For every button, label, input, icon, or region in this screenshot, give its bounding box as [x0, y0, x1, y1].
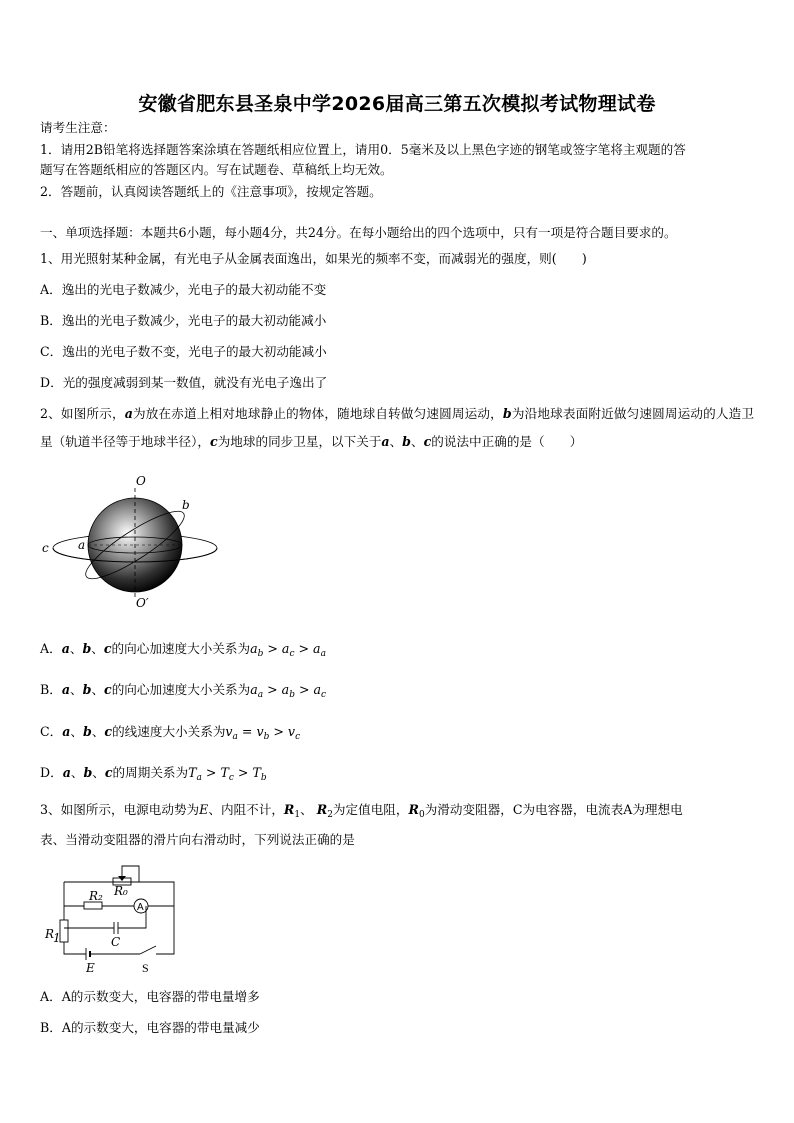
- label-r1-sub: 1: [53, 931, 61, 945]
- section-heading: 一、单项选择题：本题共6小题，每小题4分，共24分。在每小题给出的四个选项中，只有一项是符合题目要求的。: [40, 225, 677, 240]
- label-o: O: [136, 474, 146, 488]
- resistor-r2: [84, 902, 102, 909]
- var: b: [82, 682, 92, 697]
- var: b: [83, 765, 93, 780]
- question-3-option-b: B．A的示数变大，电容器的带电量减少: [40, 1020, 260, 1035]
- separator: 、: [410, 434, 424, 449]
- wire: [64, 942, 86, 954]
- label-e: E: [86, 961, 95, 975]
- q2-var-b: b: [402, 434, 411, 449]
- notice-item-2: 2．答题前，认真阅读答题纸上的《注意事项》，按规定答题。: [40, 184, 382, 199]
- label-r0: R₀: [114, 884, 128, 898]
- formula: $a_a > a_b > a_c$: [250, 682, 327, 700]
- separator: 、: [70, 682, 83, 697]
- q3-stem-part: 、: [300, 802, 313, 817]
- q2-stem-part: 为放在赤道上相对地球静止的物体，随地球自转做匀速圆周运动，: [132, 406, 503, 421]
- question-3-stem-line-1: [40, 801, 683, 824]
- separator: 、: [91, 641, 104, 656]
- var: c: [104, 724, 113, 739]
- question-1-option-c: C．逸出的光电子数不变，光电子的最大初动能减小: [40, 344, 327, 359]
- separator: 、: [389, 434, 403, 449]
- q2-var-c: c: [210, 434, 218, 449]
- question-1-option-b: B．逸出的光电子数减少，光电子的最大初动能减小: [40, 313, 327, 328]
- q2-stem-part: 为沿地球表面附近做匀速圆周运动的人造卫星（轨道半径等于地球半径），: [40, 406, 755, 449]
- label-r2: R₂: [89, 889, 103, 903]
- var: b: [83, 724, 92, 739]
- question-3-stem-line-2: 表、当滑动变阻器的滑片向右滑动时，下列说法正确的是: [40, 832, 355, 847]
- exam-title: 安徽省肥东县圣泉中学2026届高三第五次模拟考试物理试卷: [138, 93, 656, 115]
- separator: 、: [70, 724, 83, 739]
- var-e: E: [199, 802, 209, 817]
- question-2-option-b: [40, 681, 326, 704]
- q3-stem-part: 为滑动变阻器，C为电容器，电流表A为理想电: [424, 802, 683, 817]
- question-1-option-a: A．逸出的光电子数减少，光电子的最大初动能不变: [40, 282, 327, 297]
- q2-stem-part: 为地球的同步卫星，以下关于: [217, 434, 382, 449]
- separator: 、: [91, 724, 105, 739]
- switch-blade: [140, 946, 156, 954]
- var: c: [103, 641, 112, 656]
- q2-var-a: a: [124, 406, 133, 421]
- subscript: 0: [418, 810, 425, 820]
- option-text: 的向心加速度大小关系为: [111, 682, 251, 697]
- question-3-option-a: A．A的示数变大，电容器的带电量增多: [40, 989, 260, 1004]
- option-text: 的周期关系为: [112, 765, 189, 780]
- option-prefix: C．: [40, 724, 63, 739]
- question-2-option-a: [40, 640, 326, 663]
- var: a: [61, 682, 71, 697]
- separator: 、: [69, 641, 83, 656]
- question-2-option-d: [40, 764, 267, 787]
- formula: $v_a = v_b > v_c$: [225, 724, 301, 742]
- slider-wire: [122, 866, 139, 882]
- var: c: [104, 765, 113, 780]
- q3-stem-part: 为定值电阻，: [332, 802, 409, 817]
- var: a: [62, 724, 71, 739]
- option-text: 的线速度大小关系为: [112, 724, 226, 739]
- label-c: c: [42, 541, 49, 555]
- var: c: [104, 682, 112, 697]
- question-2-option-c: [40, 723, 300, 746]
- label-o-prime: O′: [136, 596, 149, 610]
- question-1-stem: 1、用光照射某种金属，有光电子从金属表面逸出，如果光的频率不变，而减弱光的强度，则( ): [40, 251, 587, 266]
- var: a: [62, 765, 71, 780]
- resistor-r1: [60, 920, 68, 942]
- earth-orbit-figure: [40, 470, 240, 620]
- var-r0: R: [408, 802, 419, 817]
- question-1-option-d: D．光的强度减弱到某一数值，就没有光电子逸出了: [40, 375, 328, 390]
- subscript: 1: [294, 810, 301, 820]
- q3-stem-part: 3、如图所示，电源电动势为: [40, 802, 200, 817]
- q2-var-c: c: [423, 434, 432, 449]
- subscript: 2: [327, 810, 333, 820]
- label-a: A: [137, 902, 144, 913]
- label-s: S: [142, 961, 149, 975]
- option-text: 的向心加速度大小关系为: [111, 641, 251, 656]
- notice-heading: 请考生注意：: [40, 120, 116, 135]
- q2-stem-part: 的说法中正确的是（ ）: [431, 434, 583, 449]
- notice-item-1-line-2: 题写在答题纸相应的答题区内。写在试题卷、草稿纸上均无效。: [40, 162, 393, 177]
- question-2-stem: [40, 400, 754, 456]
- option-prefix: A．: [40, 641, 62, 656]
- var: a: [61, 641, 70, 656]
- q3-stem-part: 、内阻不计，: [208, 802, 284, 817]
- label-a: a: [78, 538, 86, 552]
- var: b: [82, 641, 92, 656]
- circuit-figure: [44, 862, 184, 974]
- label-b: b: [182, 498, 190, 512]
- slider-arrow: [118, 876, 126, 881]
- formula: $a_b > a_c > a_a$: [250, 641, 326, 659]
- q2-var-b: b: [502, 406, 512, 421]
- q2-var-a: a: [381, 434, 390, 449]
- option-prefix: D．: [40, 765, 63, 780]
- separator: 、: [70, 765, 84, 780]
- var-r2: R: [316, 802, 328, 817]
- separator: 、: [92, 765, 105, 780]
- formula: $T_a > T_c > T_b$: [188, 765, 267, 783]
- q2-stem-part: 2、如图所示，: [40, 406, 125, 421]
- notice-item-1-line-1: 1．请用2B铅笔将选择题答案涂填在答题纸相应位置上，请用0．5毫米及以上黑色字迹的钢笔或签字笔将主观题的答: [40, 142, 686, 157]
- option-prefix: B．: [40, 682, 62, 697]
- separator: 、: [91, 682, 105, 697]
- var-r1: R: [283, 802, 295, 817]
- label-r1: R: [45, 927, 55, 941]
- label-c: C: [111, 935, 121, 949]
